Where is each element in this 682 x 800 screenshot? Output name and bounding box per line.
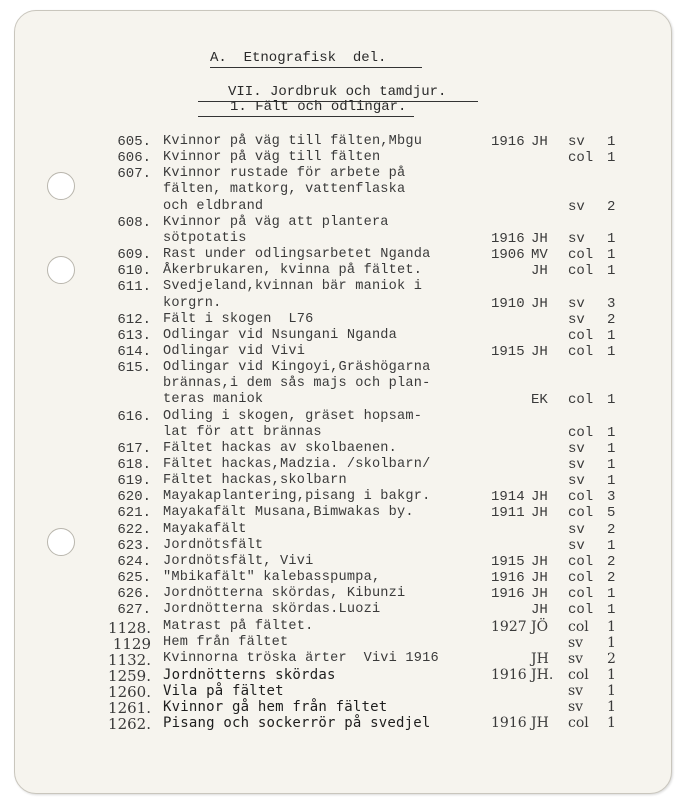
entry-text: sötpotatis — [163, 230, 247, 246]
entry-text: korgrn. — [163, 295, 222, 311]
entry-count: 2 — [607, 521, 616, 538]
entry-media-type: sv — [568, 311, 585, 328]
entry-text: Kvinnorna tröska ärter Vivi 1916 — [163, 650, 439, 666]
entry-count: 1 — [607, 586, 616, 603]
entry-number: 618. — [117, 457, 151, 473]
entry-photographer: JH — [531, 570, 548, 587]
entry-photographer: JH — [531, 505, 548, 522]
entry-media-type: sv — [568, 634, 584, 651]
entry-text: Jordnötterna skördas.Luozi — [163, 602, 381, 618]
entry-count: 1 — [607, 150, 616, 167]
entry-year: 1915 — [491, 553, 525, 570]
entry-count: 1 — [607, 666, 616, 683]
entry-text: lat för att brännas — [163, 424, 322, 440]
punch-hole — [47, 528, 75, 556]
entry-text: Rast under odlingsarbetet Nganda — [163, 247, 431, 263]
entry-media-type: col — [568, 247, 594, 264]
entry-number: 1260. — [108, 683, 151, 702]
entry-media-type: sv — [568, 699, 584, 716]
entry-text: Kvinnor rustade för arbete på — [163, 166, 406, 182]
entry-media-type: col — [568, 263, 594, 280]
entry-number: 626. — [117, 586, 151, 603]
entry-number: 622. — [117, 521, 151, 538]
entry-number: 614. — [117, 343, 151, 360]
entry-text: Mayakafält — [163, 521, 247, 537]
entry-number: 1129 — [112, 634, 151, 653]
entry-text: Hem från fältet — [163, 634, 289, 650]
entry-media-type: sv — [568, 295, 585, 312]
entry-year: 1916 — [491, 586, 525, 603]
subchapter-heading: 1. Fält och odlingar. — [230, 99, 407, 115]
entry-count: 1 — [607, 602, 616, 619]
entry-text: Matrast på fältet. — [163, 618, 314, 634]
entry-media-type: sv — [568, 457, 585, 473]
entry-number: 625. — [117, 570, 151, 587]
entry-photographer: EK — [531, 392, 548, 409]
entry-photographer: JÖ — [531, 618, 549, 635]
entry-text: Fältet hackas,skolbarn — [163, 473, 347, 489]
entry-count: 1 — [607, 392, 616, 409]
entry-year: 1914 — [491, 489, 525, 506]
entry-media-type: sv — [568, 440, 585, 457]
entry-year: 1916 — [491, 134, 525, 150]
entry-text: Kvinnor på väg att plantera — [163, 214, 389, 230]
entry-photographer: JH. — [531, 666, 554, 683]
entry-count: 1 — [607, 343, 616, 360]
entry-media-type: col — [568, 392, 594, 409]
entry-media-type: sv — [568, 650, 584, 667]
entry-count: 1 — [607, 440, 616, 457]
entry-media-type: col — [568, 505, 594, 522]
entry-count: 1 — [607, 537, 616, 554]
entry-media-type: sv — [568, 683, 584, 700]
entry-number: 615. — [117, 360, 151, 377]
entry-photographer: JH — [531, 586, 548, 603]
entry-count: 2 — [607, 570, 616, 587]
entry-count: 1 — [607, 263, 616, 280]
entry-media-type: sv — [568, 134, 585, 150]
entry-count: 2 — [607, 311, 616, 328]
entry-media-type: col — [568, 618, 589, 635]
entry-number: 616. — [117, 408, 151, 425]
entry-media-type: col — [568, 424, 594, 441]
entry-text: Mayakaplantering,pisang i bakgr. — [163, 489, 431, 505]
entry-text: Åkerbrukaren, kvinna på fältet. — [163, 263, 423, 279]
entry-text: Mayakafält Musana,Bimwakas by. — [163, 505, 414, 521]
entry-year: 1927 — [491, 618, 527, 635]
entry-media-type: col — [568, 553, 594, 570]
entry-text: "Mbikafält" kalebasspumpa, — [163, 570, 381, 586]
entry-text: Odlingar vid Nsungani Nganda — [163, 327, 398, 343]
entry-count: 3 — [607, 489, 616, 506]
entry-year: 1911 — [491, 505, 525, 522]
entry-count: 3 — [607, 295, 616, 312]
entry-text: Odlingar vid Kingoyi,Gräshögarna — [163, 360, 431, 376]
entry-media-type: col — [568, 570, 594, 587]
entry-photographer: JH — [531, 715, 549, 732]
entry-number: 1261. — [108, 699, 151, 718]
entry-media-type: sv — [568, 198, 585, 215]
entry-text: fälten, matkorg, vattenflaska — [163, 182, 406, 198]
entry-number: 605. — [117, 134, 151, 150]
entry-year: 1916 — [491, 715, 527, 732]
chapter-heading: VII. Jordbruk och tamdjur. — [228, 84, 447, 100]
entry-number: 1259. — [108, 666, 151, 685]
entry-number: 627. — [117, 602, 151, 619]
entry-media-type: sv — [568, 230, 585, 247]
entry-count: 1 — [607, 424, 616, 441]
entry-text: Fält i skogen L76 — [163, 311, 314, 327]
entry-number: 611. — [117, 279, 151, 296]
subchapter-underline — [198, 116, 414, 117]
entry-count: 1 — [607, 618, 616, 635]
entry-text: Odlingar vid Vivi — [163, 343, 306, 359]
entry-media-type: sv — [568, 521, 585, 538]
entry-number: 608. — [117, 214, 151, 231]
entry-media-type: col — [568, 602, 594, 619]
entry-photographer: JH — [531, 650, 549, 667]
entry-text: brännas,i dem sås majs och plan- — [163, 376, 431, 392]
section-heading: A. Etnografisk del. — [210, 50, 387, 66]
punch-hole — [47, 172, 75, 200]
entry-text: och eldbrand — [163, 198, 264, 214]
entry-media-type: col — [568, 666, 589, 683]
entry-photographer: JH — [531, 602, 548, 619]
entry-count: 1 — [607, 134, 616, 150]
entry-media-type: col — [568, 715, 589, 732]
entry-photographer: MV — [531, 247, 548, 264]
entry-text: Kvinnor gå hem från fältet — [163, 699, 388, 716]
entry-number: 620. — [117, 489, 151, 506]
entry-photographer: JH — [531, 553, 548, 570]
entry-number: 606. — [117, 150, 151, 167]
entry-count: 2 — [607, 553, 616, 570]
entry-number: 609. — [117, 247, 151, 264]
entry-year: 1916 — [491, 570, 525, 587]
entry-media-type: sv — [568, 537, 585, 554]
entry-count: 2 — [607, 650, 616, 667]
section-underline — [210, 67, 422, 68]
entry-year: 1916 — [491, 230, 525, 247]
entry-count: 1 — [607, 230, 616, 247]
entry-media-type: col — [568, 343, 594, 360]
entry-media-type: col — [568, 586, 594, 603]
entry-text: Jordnötsfält, Vivi — [163, 553, 314, 569]
entry-count: 1 — [607, 634, 616, 651]
entry-number: 607. — [117, 166, 151, 183]
entry-count: 2 — [607, 198, 616, 215]
entry-media-type: col — [568, 489, 594, 506]
entry-count: 1 — [607, 473, 616, 490]
entry-count: 1 — [607, 247, 616, 264]
entry-number: 613. — [117, 327, 151, 344]
entry-text: Svedjeland,kvinnan bär maniok i — [163, 279, 423, 295]
entry-number: 612. — [117, 311, 151, 328]
entry-photographer: JH — [531, 295, 548, 312]
entry-text: Vila på fältet — [163, 683, 284, 700]
entry-media-type: sv — [568, 473, 585, 490]
entry-text: Fältet hackas av skolbaenen. — [163, 440, 398, 456]
entry-count: 1 — [607, 327, 616, 344]
entry-text: Fältet hackas,Madzia. /skolbarn/ — [163, 457, 431, 472]
entry-count: 1 — [607, 715, 616, 732]
entry-text: teras maniok — [163, 392, 264, 408]
entry-text: Jordnötterna skördas, Kibunzi — [163, 586, 406, 602]
entry-text: Kvinnor på väg till fälten — [163, 150, 381, 166]
entry-year: 1910 — [491, 295, 525, 312]
entry-media-type: col — [568, 150, 594, 167]
entry-count: 5 — [607, 505, 616, 522]
entry-year: 1915 — [491, 343, 525, 360]
entry-number: 624. — [117, 553, 151, 570]
punch-hole — [47, 256, 75, 284]
entry-photographer: JH — [531, 230, 548, 247]
entry-photographer: JH — [531, 343, 548, 360]
entry-count: 1 — [607, 457, 616, 473]
entry-year: 1916 — [491, 666, 527, 683]
entry-photographer: JH — [531, 134, 548, 150]
entry-year: 1906 — [491, 247, 525, 264]
entry-media-type: col — [568, 327, 594, 344]
entry-text: Pisang och sockerrör på svedjel — [163, 715, 431, 732]
entry-text: Kvinnor på väg till fälten,Mbgu — [163, 134, 423, 149]
entry-number: 619. — [117, 473, 151, 490]
entry-number: 610. — [117, 263, 151, 280]
entry-text: Jordnötsfält — [163, 537, 264, 553]
entry-number: 1132. — [108, 650, 151, 669]
entry-count: 1 — [607, 683, 616, 700]
entry-number: 1262. — [108, 715, 151, 734]
entry-number: 1128. — [108, 618, 151, 637]
entry-text: Odling i skogen, gräset hopsam- — [163, 408, 423, 424]
entry-number: 621. — [117, 505, 151, 522]
entry-photographer: JH — [531, 489, 548, 506]
entry-text: Jordnötterns skördas — [163, 666, 336, 683]
entry-count: 1 — [607, 699, 616, 716]
entry-number: 617. — [117, 440, 151, 457]
entry-number: 623. — [117, 537, 151, 554]
entry-photographer: JH — [531, 263, 548, 280]
